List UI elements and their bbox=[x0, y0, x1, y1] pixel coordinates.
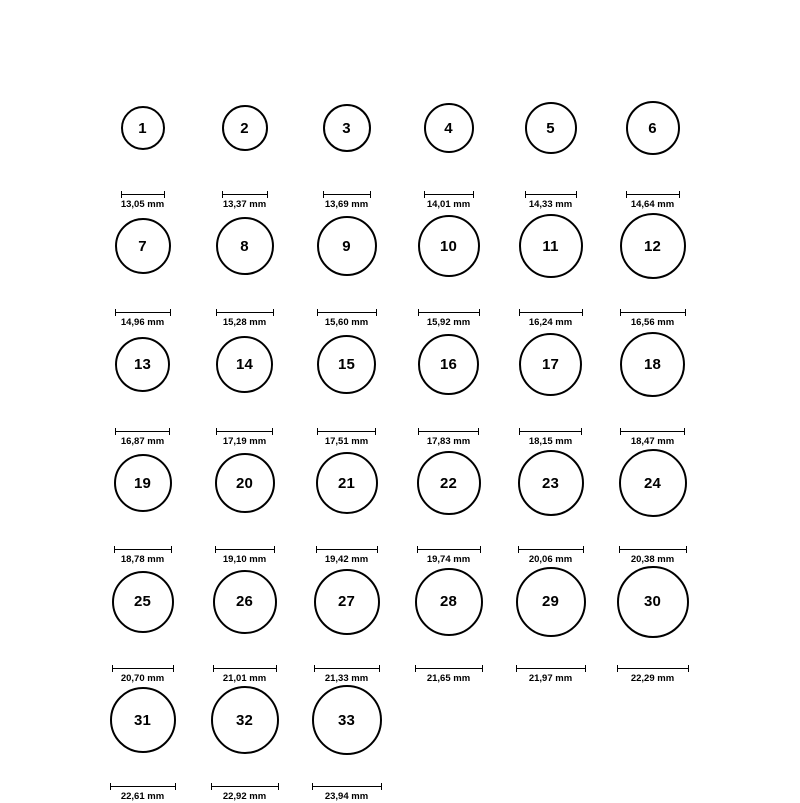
ring-size-number: 3 bbox=[342, 119, 351, 137]
ring-circle[interactable] bbox=[115, 337, 170, 392]
ring-circle-wrap bbox=[110, 684, 176, 756]
ring-measure bbox=[518, 546, 584, 565]
ring-circle-wrap bbox=[115, 210, 171, 282]
caliper-icon bbox=[323, 191, 371, 198]
ring-size-block bbox=[222, 92, 268, 188]
ring-measure bbox=[418, 309, 480, 328]
ring-measure bbox=[216, 309, 274, 328]
ring-size-number: 31 bbox=[133, 711, 152, 729]
ring-diameter-label: 21,97 mm bbox=[528, 672, 573, 684]
ring-size-cell[interactable] bbox=[402, 92, 495, 210]
ring-measure bbox=[519, 309, 583, 328]
caliper-icon bbox=[418, 428, 479, 435]
ring-circle[interactable] bbox=[619, 449, 687, 517]
ring-diameter-label: 14,64 mm bbox=[630, 199, 675, 210]
ring-circle-wrap bbox=[112, 566, 174, 638]
ring-circle[interactable] bbox=[418, 334, 479, 395]
ring-circle[interactable] bbox=[115, 218, 171, 274]
ring-size-cell[interactable] bbox=[96, 210, 189, 328]
ring-measure bbox=[115, 428, 170, 447]
ring-circle-wrap bbox=[115, 329, 170, 401]
ring-size-number: 14 bbox=[235, 356, 254, 374]
caliper-icon bbox=[211, 783, 279, 790]
ring-size-block bbox=[121, 92, 165, 188]
ring-measure bbox=[418, 428, 479, 447]
caliper-icon bbox=[620, 428, 685, 435]
caliper-icon bbox=[213, 665, 277, 672]
ring-circle[interactable] bbox=[417, 451, 481, 515]
ring-measure bbox=[317, 309, 377, 328]
ring-diameter-label: 22,61 mm bbox=[120, 791, 165, 803]
ring-size-number: 30 bbox=[643, 593, 662, 611]
ring-size-number: 20 bbox=[235, 474, 254, 492]
ring-circle-wrap bbox=[424, 92, 474, 164]
ring-size-number: 25 bbox=[133, 593, 152, 611]
ring-size-number: 11 bbox=[542, 237, 559, 255]
ring-size-block bbox=[115, 210, 171, 306]
ring-size-cell[interactable] bbox=[402, 210, 495, 328]
ring-size-number: 16 bbox=[439, 356, 458, 374]
ring-circle-wrap bbox=[626, 92, 680, 164]
ring-size-number: 12 bbox=[643, 237, 662, 255]
ring-size-block bbox=[417, 447, 481, 543]
ring-measure bbox=[222, 191, 268, 210]
ring-circle-wrap bbox=[215, 447, 275, 519]
ring-circle[interactable] bbox=[314, 569, 380, 635]
ring-circle[interactable] bbox=[215, 453, 275, 513]
ring-size-cell[interactable] bbox=[198, 210, 291, 328]
ring-circle-wrap bbox=[213, 566, 277, 638]
caliper-icon bbox=[112, 665, 174, 672]
ring-diameter-label: 13,05 mm bbox=[120, 199, 165, 210]
caliper-icon bbox=[626, 191, 680, 198]
ring-circle[interactable] bbox=[312, 685, 382, 755]
caliper-icon bbox=[110, 783, 176, 790]
ring-size-cell[interactable] bbox=[96, 566, 189, 684]
ring-size-number: 15 bbox=[337, 356, 356, 374]
ring-size-block bbox=[216, 210, 274, 306]
ring-size-cell[interactable] bbox=[300, 329, 393, 447]
ring-circle[interactable] bbox=[516, 567, 586, 637]
ring-measure bbox=[314, 665, 380, 684]
ring-size-number: 13 bbox=[133, 356, 152, 374]
caliper-icon bbox=[312, 783, 382, 790]
ring-size-cell[interactable] bbox=[96, 329, 189, 447]
ring-diameter-label: 19,74 mm bbox=[426, 554, 471, 566]
caliper-icon bbox=[415, 665, 483, 672]
ring-diameter-label: 14,96 mm bbox=[120, 317, 165, 329]
ring-circle-wrap bbox=[222, 92, 268, 164]
ring-size-cell[interactable] bbox=[504, 447, 597, 565]
ring-size-block bbox=[415, 566, 483, 662]
ring-circle-wrap bbox=[620, 329, 685, 401]
ring-size-block bbox=[518, 447, 584, 543]
caliper-icon bbox=[115, 428, 170, 435]
ring-size-number: 33 bbox=[337, 711, 356, 729]
ring-diameter-label: 21,65 mm bbox=[426, 672, 471, 684]
ring-size-cell[interactable] bbox=[606, 329, 699, 447]
ring-circle[interactable] bbox=[617, 566, 689, 638]
caliper-icon bbox=[314, 665, 380, 672]
ring-size-block bbox=[317, 210, 377, 306]
ring-circle-wrap bbox=[323, 92, 371, 164]
caliper-icon bbox=[216, 428, 273, 435]
ring-size-cell[interactable] bbox=[198, 447, 291, 565]
ring-measure bbox=[316, 546, 378, 565]
ring-size-number: 19 bbox=[133, 474, 152, 492]
ring-circle-wrap bbox=[617, 566, 689, 638]
ring-size-cell[interactable] bbox=[504, 210, 597, 328]
ring-measure bbox=[619, 546, 687, 565]
ring-circle-wrap bbox=[417, 447, 481, 519]
ring-size-block bbox=[519, 329, 582, 425]
ring-measure bbox=[114, 546, 172, 565]
ring-circle[interactable] bbox=[112, 571, 174, 633]
ring-circle[interactable] bbox=[317, 216, 377, 276]
ring-size-cell[interactable] bbox=[96, 92, 189, 210]
ring-circle[interactable] bbox=[418, 215, 480, 277]
ring-size-block bbox=[617, 566, 689, 662]
ring-diameter-label: 20,06 mm bbox=[528, 554, 573, 566]
ring-size-number: 5 bbox=[546, 119, 555, 137]
ring-circle-wrap bbox=[418, 210, 480, 282]
ring-circle[interactable] bbox=[216, 336, 273, 393]
ring-size-number: 17 bbox=[541, 356, 560, 374]
ring-size-block bbox=[418, 329, 479, 425]
ring-circle[interactable] bbox=[317, 335, 376, 394]
ring-size-cell[interactable] bbox=[96, 684, 189, 802]
ring-circle-wrap bbox=[519, 210, 583, 282]
ring-diameter-label: 13,37 mm bbox=[222, 199, 267, 210]
ring-measure bbox=[213, 665, 277, 684]
caliper-icon bbox=[519, 428, 582, 435]
ring-size-number: 4 bbox=[444, 119, 453, 137]
ring-diameter-label: 16,56 mm bbox=[630, 317, 675, 329]
ring-circle-wrap bbox=[121, 92, 165, 164]
caliper-icon bbox=[620, 309, 686, 316]
ring-diameter-label: 21,01 mm bbox=[222, 672, 267, 684]
ring-size-cell[interactable] bbox=[300, 210, 393, 328]
ring-diameter-label: 19,10 mm bbox=[222, 554, 267, 566]
ring-circle[interactable] bbox=[114, 454, 172, 512]
ring-size-number: 24 bbox=[643, 474, 662, 492]
ring-circle[interactable] bbox=[110, 687, 176, 753]
ring-measure bbox=[516, 665, 586, 684]
ring-size-cell[interactable] bbox=[300, 92, 393, 210]
ring-diameter-label: 15,60 mm bbox=[324, 317, 369, 329]
ring-size-cell[interactable] bbox=[96, 447, 189, 565]
ring-circle-wrap bbox=[211, 684, 279, 756]
ring-circle[interactable] bbox=[316, 452, 378, 514]
ring-circle-wrap bbox=[619, 447, 687, 519]
caliper-icon bbox=[121, 191, 165, 198]
ring-diameter-label: 21,33 mm bbox=[324, 672, 369, 684]
ring-size-number: 9 bbox=[342, 237, 351, 255]
ring-size-number: 6 bbox=[648, 119, 657, 137]
ring-size-cell[interactable] bbox=[198, 329, 291, 447]
caliper-icon bbox=[516, 665, 586, 672]
ring-size-number: 29 bbox=[541, 593, 560, 611]
ring-size-cell[interactable] bbox=[198, 566, 291, 684]
ring-diameter-label: 18,15 mm bbox=[528, 435, 573, 447]
ring-size-number: 1 bbox=[138, 119, 147, 137]
ring-measure bbox=[216, 428, 273, 447]
ring-size-cell[interactable] bbox=[606, 210, 699, 328]
ring-size-block bbox=[424, 92, 474, 188]
caliper-icon bbox=[216, 309, 274, 316]
ring-diameter-label: 17,51 mm bbox=[324, 435, 369, 447]
ring-circle-wrap bbox=[317, 329, 376, 401]
ring-circle-wrap bbox=[516, 566, 586, 638]
ring-diameter-label: 16,24 mm bbox=[528, 317, 573, 329]
ring-circle[interactable] bbox=[323, 104, 371, 152]
caliper-icon bbox=[619, 546, 687, 553]
ring-size-block bbox=[626, 92, 680, 188]
ring-circle[interactable] bbox=[424, 103, 474, 153]
ring-circle-wrap bbox=[216, 329, 273, 401]
ring-measure bbox=[215, 546, 275, 565]
ring-size-grid bbox=[96, 92, 704, 803]
ring-size-cell[interactable] bbox=[300, 684, 393, 802]
ring-circle[interactable] bbox=[519, 333, 582, 396]
ring-circle-wrap bbox=[415, 566, 483, 638]
caliper-icon bbox=[317, 428, 376, 435]
ring-size-cell[interactable] bbox=[504, 92, 597, 210]
ring-size-number: 7 bbox=[138, 237, 147, 255]
ring-size-block bbox=[211, 684, 279, 780]
ring-diameter-label: 23,94 mm bbox=[324, 791, 369, 803]
ring-circle[interactable] bbox=[213, 570, 277, 634]
ring-circle[interactable] bbox=[519, 214, 583, 278]
caliper-icon bbox=[424, 191, 474, 198]
caliper-icon bbox=[114, 546, 172, 553]
ring-circle[interactable] bbox=[222, 105, 268, 151]
caliper-icon bbox=[417, 546, 481, 553]
ring-size-block bbox=[314, 566, 380, 662]
ring-diameter-label: 15,28 mm bbox=[222, 317, 267, 329]
ring-size-number: 8 bbox=[240, 237, 249, 255]
ring-circle[interactable] bbox=[525, 102, 577, 154]
ring-size-number: 23 bbox=[541, 474, 560, 492]
ring-size-number: 32 bbox=[235, 711, 254, 729]
ring-size-cell[interactable] bbox=[198, 92, 291, 210]
ring-size-block bbox=[620, 329, 685, 425]
ring-size-block bbox=[317, 329, 376, 425]
ring-circle-wrap bbox=[525, 92, 577, 164]
caliper-icon bbox=[418, 309, 480, 316]
ring-size-cell[interactable] bbox=[504, 329, 597, 447]
ring-size-block bbox=[312, 684, 382, 780]
ring-circle-wrap bbox=[216, 210, 274, 282]
ring-measure bbox=[115, 309, 171, 328]
ring-size-number: 22 bbox=[439, 474, 458, 492]
caliper-icon bbox=[115, 309, 171, 316]
ring-diameter-label: 22,92 mm bbox=[222, 791, 267, 803]
ring-diameter-label: 14,01 mm bbox=[426, 199, 471, 210]
ring-size-number: 2 bbox=[240, 119, 249, 137]
ring-circle-wrap bbox=[114, 447, 172, 519]
ring-measure bbox=[121, 191, 165, 210]
ring-measure bbox=[323, 191, 371, 210]
ring-size-block bbox=[316, 447, 378, 543]
ring-circle[interactable] bbox=[620, 332, 685, 397]
ring-size-block bbox=[110, 684, 176, 780]
ring-size-number: 26 bbox=[235, 593, 254, 611]
ring-size-cell[interactable] bbox=[402, 566, 495, 684]
ring-size-block bbox=[323, 92, 371, 188]
ring-diameter-label: 14,33 mm bbox=[528, 199, 573, 210]
ring-diameter-label: 18,47 mm bbox=[630, 435, 675, 447]
caliper-icon bbox=[222, 191, 268, 198]
ring-measure bbox=[620, 309, 686, 328]
caliper-icon bbox=[617, 665, 689, 672]
ring-size-cell[interactable] bbox=[606, 566, 699, 684]
caliper-icon bbox=[525, 191, 577, 198]
ring-circle[interactable] bbox=[415, 568, 483, 636]
ring-size-block bbox=[525, 92, 577, 188]
ring-size-block bbox=[215, 447, 275, 543]
ring-measure bbox=[525, 191, 577, 210]
ring-diameter-label: 20,70 mm bbox=[120, 672, 165, 684]
ring-circle-wrap bbox=[519, 329, 582, 401]
ring-circle[interactable] bbox=[211, 686, 279, 754]
ring-size-cell[interactable] bbox=[606, 92, 699, 210]
ring-size-block bbox=[418, 210, 480, 306]
ring-size-block bbox=[620, 210, 686, 306]
ring-circle[interactable] bbox=[216, 217, 274, 275]
ring-size-block bbox=[112, 566, 174, 662]
ring-measure bbox=[519, 428, 582, 447]
ring-size-block bbox=[619, 447, 687, 543]
ring-diameter-label: 17,83 mm bbox=[426, 435, 471, 447]
ring-size-number: 18 bbox=[643, 356, 662, 374]
ring-size-cell[interactable] bbox=[402, 447, 495, 565]
ring-size-block bbox=[519, 210, 583, 306]
ring-diameter-label: 13,69 mm bbox=[324, 199, 369, 210]
ring-measure bbox=[626, 191, 680, 210]
ring-circle-wrap bbox=[518, 447, 584, 519]
ring-size-cell[interactable] bbox=[402, 329, 495, 447]
ring-size-number: 28 bbox=[439, 593, 458, 611]
ring-circle-wrap bbox=[314, 566, 380, 638]
ring-circle[interactable] bbox=[518, 450, 584, 516]
ring-size-cell[interactable] bbox=[606, 447, 699, 565]
caliper-icon bbox=[317, 309, 377, 316]
ring-measure bbox=[424, 191, 474, 210]
ring-size-block bbox=[516, 566, 586, 662]
ring-size-block bbox=[115, 329, 170, 425]
ring-diameter-label: 15,92 mm bbox=[426, 317, 471, 329]
ring-size-number: 27 bbox=[337, 593, 356, 611]
ring-size-cell[interactable] bbox=[300, 447, 393, 565]
ring-circle-wrap bbox=[316, 447, 378, 519]
ring-diameter-label: 17,19 mm bbox=[222, 435, 267, 447]
ring-circle-wrap bbox=[317, 210, 377, 282]
ring-size-block bbox=[213, 566, 277, 662]
ring-size-number: 21 bbox=[337, 474, 356, 492]
ring-measure bbox=[415, 665, 483, 684]
ring-size-cell[interactable] bbox=[300, 566, 393, 684]
ring-circle-wrap bbox=[312, 684, 382, 756]
ring-measure bbox=[417, 546, 481, 565]
ring-circle[interactable] bbox=[620, 213, 686, 279]
ring-circle-wrap bbox=[620, 210, 686, 282]
ring-measure bbox=[617, 665, 689, 684]
ring-circle-wrap bbox=[418, 329, 479, 401]
ring-measure bbox=[317, 428, 376, 447]
ring-diameter-label: 18,78 mm bbox=[120, 554, 165, 566]
ring-diameter-label: 16,87 mm bbox=[120, 435, 165, 447]
ring-size-block bbox=[216, 329, 273, 425]
ring-diameter-label: 22,29 mm bbox=[630, 672, 675, 684]
caliper-icon bbox=[316, 546, 378, 553]
caliper-icon bbox=[519, 309, 583, 316]
ring-size-block bbox=[114, 447, 172, 543]
caliper-icon bbox=[518, 546, 584, 553]
ring-size-cell[interactable] bbox=[198, 684, 291, 802]
ring-circle[interactable] bbox=[121, 106, 165, 150]
ring-diameter-label: 20,38 mm bbox=[630, 554, 675, 566]
caliper-icon bbox=[215, 546, 275, 553]
ring-size-number: 10 bbox=[439, 237, 458, 255]
ring-circle[interactable] bbox=[626, 101, 680, 155]
ring-measure bbox=[620, 428, 685, 447]
ring-diameter-label: 19,42 mm bbox=[324, 554, 369, 566]
ring-measure bbox=[112, 665, 174, 684]
ring-size-cell[interactable] bbox=[504, 566, 597, 684]
